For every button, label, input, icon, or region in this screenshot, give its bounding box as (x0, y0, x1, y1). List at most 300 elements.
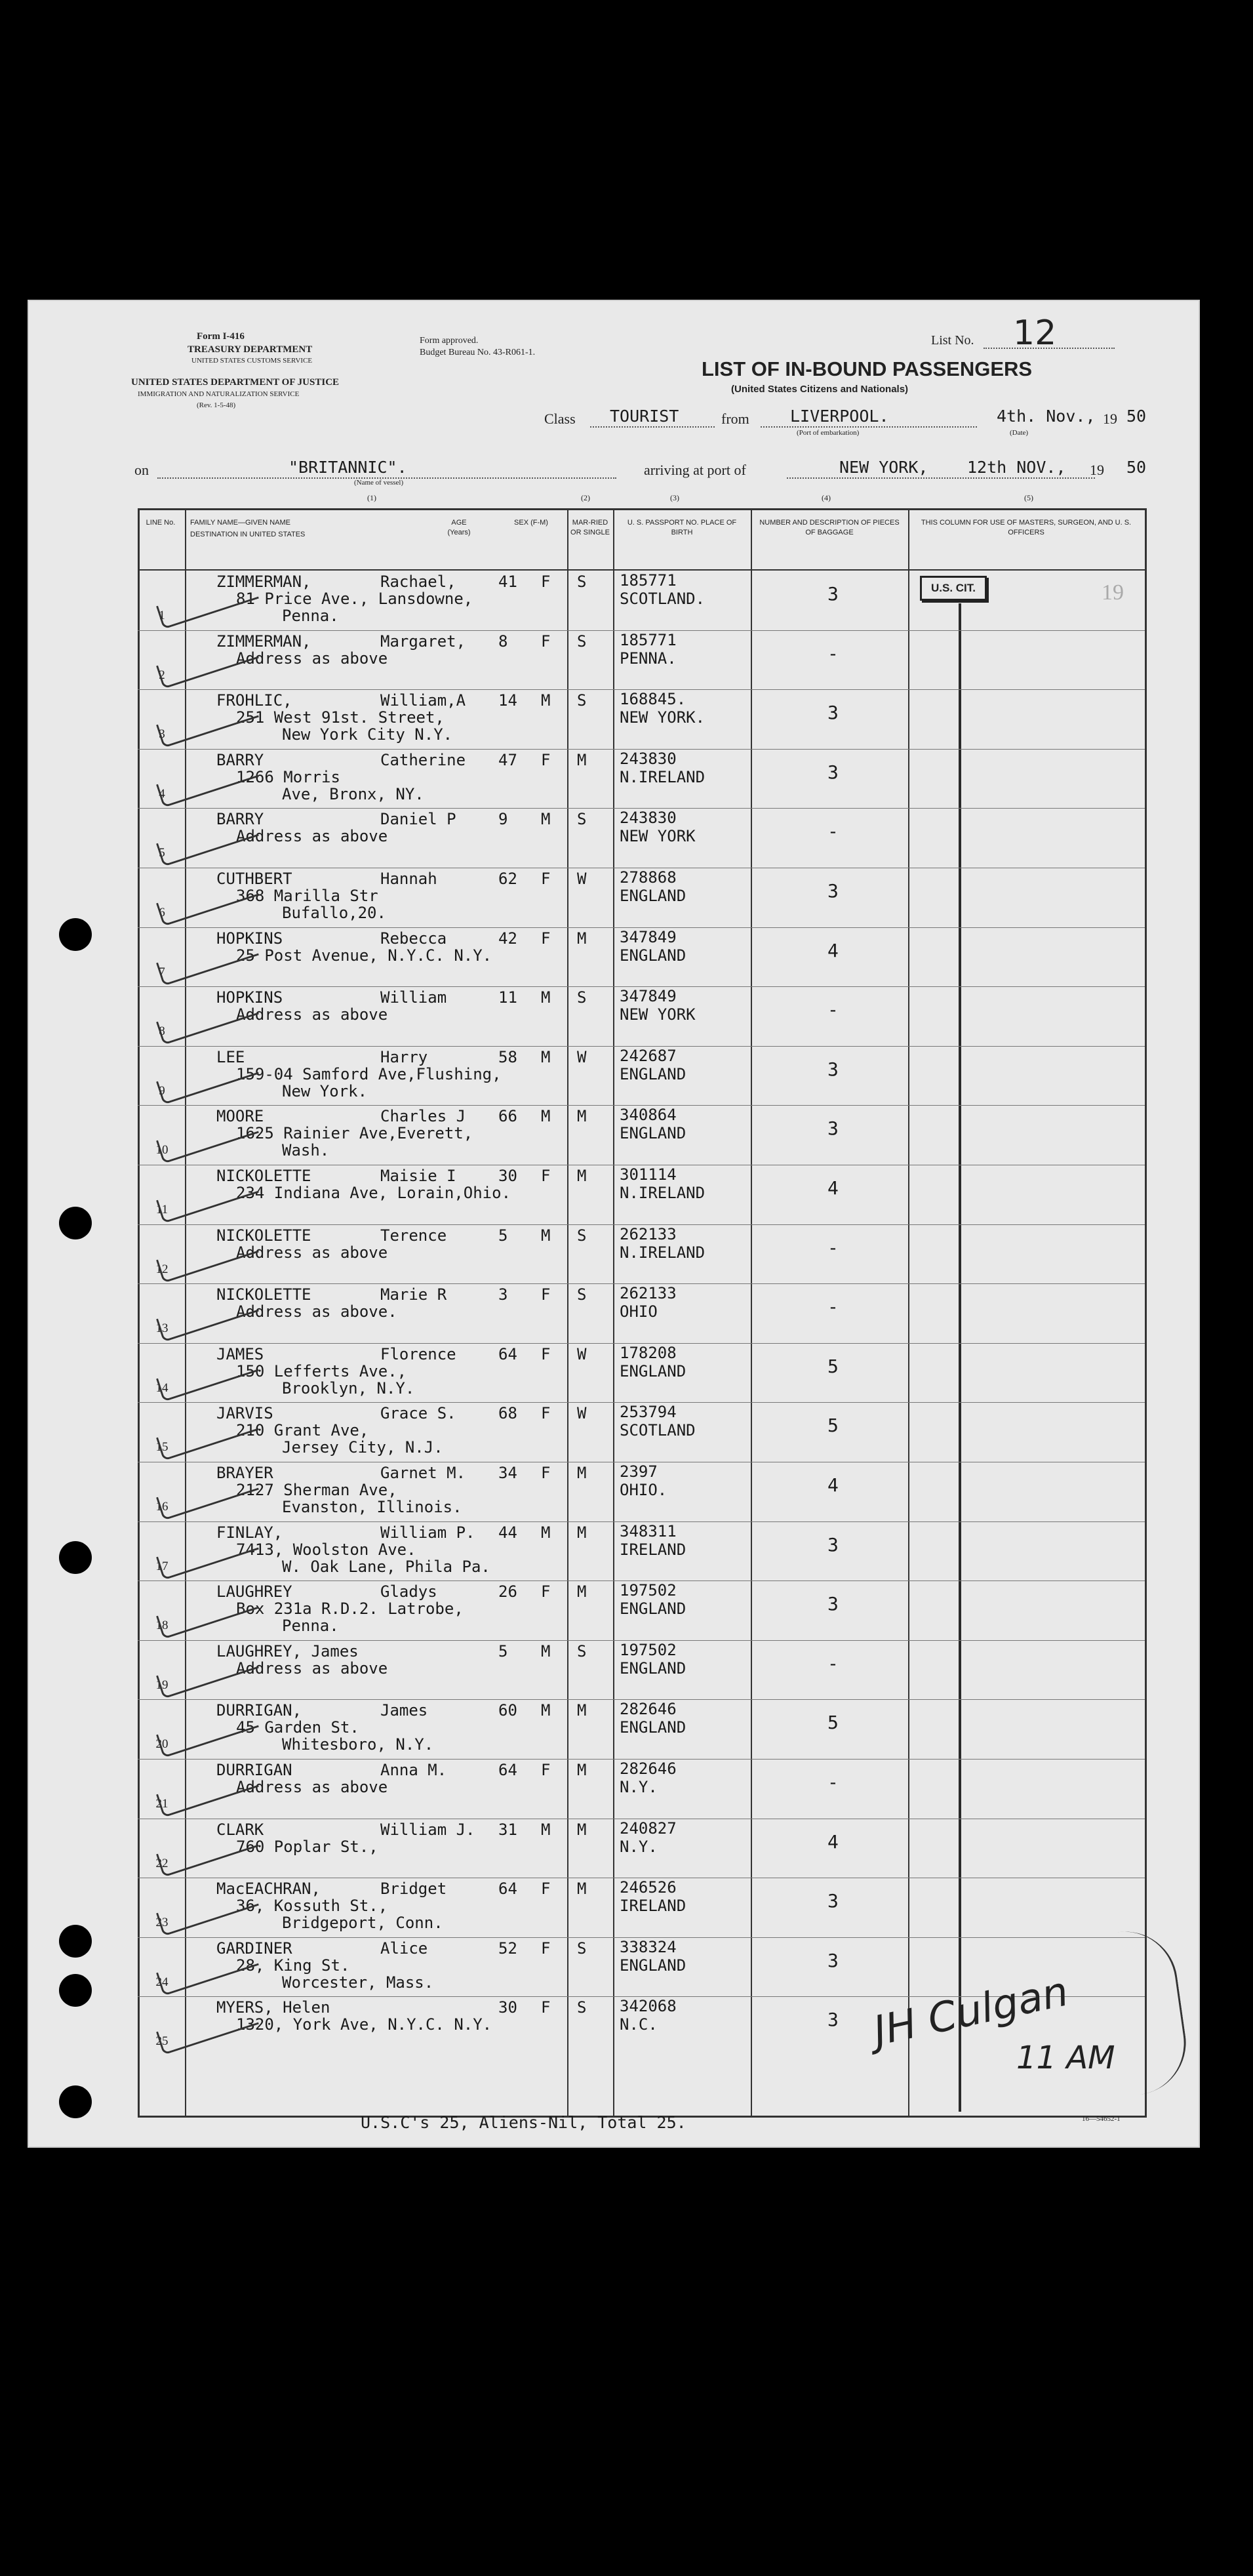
form-number: Form I-416 (197, 331, 245, 342)
family-name: NICKOLETTE (216, 1285, 311, 1304)
given-name: William P. (380, 1523, 475, 1542)
age: 68 (498, 1404, 517, 1423)
given-name: Anna M. (380, 1761, 447, 1779)
us-cit-stamp: U.S. CIT. (920, 576, 987, 601)
line-number: 16 (155, 1500, 169, 1514)
col-header-family-name: FAMILY NAME—GIVEN NAME (190, 519, 291, 527)
line-number: 25 (155, 2034, 169, 2049)
address-line-1: 28, King St. (236, 1956, 350, 1975)
place-of-birth: N.IRELAND (620, 1243, 706, 1262)
address-line-2: Penna. (282, 607, 339, 625)
family-name: HOPKINS (216, 988, 283, 1007)
family-name: LEE (216, 1047, 245, 1066)
marital-status: S (577, 691, 587, 710)
sex: M (541, 1226, 551, 1245)
address-line-1: 251 West 91st. Street, (236, 708, 445, 727)
footer-code: 16—54652-1 (1082, 2115, 1121, 2123)
passport-number: 347849 (620, 927, 677, 946)
vessel-name: "BRITANNIC". (288, 458, 407, 477)
address-line-2: Wash. (282, 1141, 330, 1160)
baggage-count: 5 (827, 1355, 839, 1377)
sex: F (541, 870, 551, 888)
place-of-birth: ENGLAND (620, 1659, 686, 1678)
line-number: 3 (159, 727, 165, 742)
baggage-count: - (827, 1236, 839, 1258)
col-header-married: MAR-RIED OR SINGLE (570, 519, 610, 536)
family-name: JAMES (216, 1344, 264, 1363)
place-of-birth: OHIO. (620, 1481, 667, 1499)
passport-number: 282646 (620, 1700, 677, 1719)
marital-status: M (577, 1167, 587, 1185)
marital-status: S (577, 632, 587, 651)
family-name: ZIMMERMAN, (216, 632, 311, 651)
family-name: MacEACHRAN, (216, 1880, 321, 1899)
place-of-birth: ENGLAND (620, 1600, 686, 1619)
baggage-count: - (827, 1771, 839, 1793)
marital-status: M (577, 929, 587, 948)
place-of-birth: IRELAND (620, 1540, 686, 1559)
family-name: BARRY (216, 810, 264, 829)
passport-number: 246526 (620, 1878, 677, 1897)
passport-number: 338324 (620, 1937, 677, 1956)
marital-status: W (577, 1344, 587, 1363)
family-name: BARRY (216, 750, 264, 769)
line-number: 18 (155, 1619, 169, 1633)
line-number: 14 (155, 1380, 169, 1395)
baggage-count: 4 (827, 939, 839, 961)
age: 64 (498, 1880, 517, 1899)
marital-status: M (577, 1523, 587, 1542)
address-line-1: Box 231a R.D.2. Latrobe, (236, 1600, 464, 1619)
given-name: Alice (380, 1939, 428, 1958)
address-line-1: Address as above (236, 1659, 388, 1678)
address-line-1: 210 Grant Ave, (236, 1421, 369, 1440)
address-line-1: 36, Kossuth St., (236, 1897, 388, 1916)
passport-number: 178208 (620, 1343, 677, 1362)
passport-number: 185771 (620, 571, 677, 590)
marital-status: S (577, 1939, 587, 1958)
age: 66 (498, 1107, 517, 1126)
baggage-count: 5 (827, 1415, 839, 1437)
sex: M (541, 988, 551, 1007)
marital-status: M (577, 1107, 587, 1126)
place-of-birth: OHIO (620, 1302, 658, 1321)
baggage-count: 3 (827, 761, 839, 783)
baggage-count: - (827, 820, 839, 843)
family-name: LAUGHREY (216, 1582, 292, 1601)
line-number: 9 (159, 1083, 165, 1098)
age: 64 (498, 1761, 517, 1779)
sex: F (541, 1761, 551, 1779)
passport-number: 243830 (620, 749, 677, 768)
address-line-2: New York City N.Y. (282, 725, 453, 744)
passport-number: 168845. (620, 690, 686, 709)
sex: F (541, 1167, 551, 1185)
sex: F (541, 750, 551, 769)
footer-total: U.S.C's 25, Aliens-Nil, Total 25. (361, 2113, 686, 2132)
port-embark-caption: (Port of embarkation) (797, 429, 860, 437)
sex: M (541, 1107, 551, 1126)
given-name: Rebecca (380, 929, 447, 948)
age: 11 (498, 988, 517, 1007)
address-line-1: 25 Post Avenue, N.Y.C. N.Y. (236, 946, 492, 965)
revision: (Rev. 1-5-48) (197, 401, 236, 409)
from-label: from (721, 411, 749, 427)
line-number: 17 (155, 1559, 169, 1573)
sex: F (541, 1404, 551, 1423)
address-line-1: 150 Lefferts Ave., (236, 1361, 407, 1380)
baggage-count: 3 (827, 583, 839, 605)
col-num-2: (2) (581, 493, 590, 502)
arrival-port: NEW YORK, (839, 458, 928, 477)
place-of-birth: NEW YORK (620, 1005, 696, 1024)
address-line-1: 81 Price Ave., Lansdowne, (236, 590, 473, 608)
line-number: 2 (159, 668, 165, 682)
marital-status: S (577, 1285, 587, 1304)
passport-number: 282646 (620, 1760, 677, 1778)
family-name: CLARK (216, 1820, 264, 1839)
address-line-1: 7413, Woolston Ave. (236, 1540, 416, 1559)
given-name: Florence (380, 1344, 456, 1363)
sex: M (541, 1820, 551, 1839)
arrival-date: 12th NOV., (967, 458, 1066, 477)
from-value: LIVERPOOL. (790, 407, 889, 426)
sex: F (541, 1344, 551, 1363)
given-name: William,A (380, 691, 466, 710)
col-num-5: (5) (1024, 493, 1033, 502)
place-of-birth: N.IRELAND (620, 767, 706, 786)
line-number: 11 (155, 1203, 169, 1217)
line-number: 24 (155, 1975, 169, 1989)
officer-signature: JH Culgan (869, 1967, 1073, 2055)
age: 47 (498, 750, 517, 769)
baggage-count: 4 (827, 1830, 839, 1853)
given-name: William J. (380, 1820, 475, 1839)
passport-number: 348311 (620, 1521, 677, 1540)
arrival-year: 50 (1126, 458, 1147, 477)
address-line-1: 1320, York Ave, N.Y.C. N.Y. (236, 2015, 492, 2034)
family-name: LAUGHREY, James (216, 1641, 359, 1660)
family-name: JARVIS (216, 1404, 273, 1423)
sex: F (541, 929, 551, 948)
marital-status: M (577, 1582, 587, 1601)
address-line-2: Brooklyn, N.Y. (282, 1379, 415, 1398)
line-number: 23 (155, 1916, 169, 1930)
header-separator (138, 569, 1145, 571)
form-approved: Form approved. (420, 336, 479, 346)
baggage-count: 5 (827, 1712, 839, 1734)
marital-status: W (577, 1047, 587, 1066)
age: 44 (498, 1523, 517, 1542)
line-number: 7 (159, 965, 165, 979)
baggage-count: 3 (827, 2009, 839, 2031)
baggage-count: 4 (827, 1474, 839, 1496)
place-of-birth: N.Y. (620, 1778, 658, 1796)
place-of-birth: ENGLAND (620, 1718, 686, 1737)
age: 60 (498, 1701, 517, 1720)
on-label: on (134, 462, 149, 478)
sex: M (541, 1047, 551, 1066)
age: 5 (498, 1641, 508, 1660)
passport-number: 262133 (620, 1224, 677, 1243)
place-of-birth: ENGLAND (620, 1956, 686, 1975)
col-header-baggage: NUMBER AND DESCRIPTION OF PIECES OF BAGGAGE (759, 519, 900, 536)
col-header-sex: SEX (F-M) (514, 519, 548, 527)
sex: F (541, 1285, 551, 1304)
punch-hole (59, 2085, 92, 2118)
sex: F (541, 1939, 551, 1958)
given-name: Rachael, (380, 573, 456, 591)
passport-number: 340864 (620, 1106, 677, 1125)
age: 30 (498, 1998, 517, 2017)
address-line-2: Bufallo,20. (282, 904, 386, 922)
punch-hole (59, 1925, 92, 1958)
address-line-1: 234 Indiana Ave, Lorain,Ohio. (236, 1184, 511, 1202)
place-of-birth: ENGLAND (620, 887, 686, 905)
marital-status: S (577, 1641, 587, 1660)
line-number: 8 (159, 1024, 165, 1039)
baggage-count: - (827, 1296, 839, 1318)
given-name: Charles J (380, 1107, 466, 1126)
baggage-count: 3 (827, 702, 839, 724)
passport-number: 2397 (620, 1462, 658, 1481)
marital-status: S (577, 1226, 587, 1245)
family-name: ZIMMERMAN, (216, 573, 311, 591)
sex: F (541, 1464, 551, 1482)
age: 30 (498, 1167, 517, 1185)
col-num-1: (1) (367, 493, 376, 502)
line-number: 6 (159, 906, 165, 919)
col-header-officers: THIS COLUMN FOR USE OF MASTERS, SURGEON, AND U. S. OFFICERS (921, 519, 1132, 536)
arriving-label: arriving at port of (644, 462, 746, 478)
given-name: Harry (380, 1047, 428, 1066)
place-of-birth: ENGLAND (620, 1124, 686, 1143)
line-number: 10 (155, 1143, 169, 1157)
punch-hole (59, 1207, 92, 1239)
address-line-1: Address as above (236, 1778, 388, 1796)
marital-status: S (577, 1998, 587, 2017)
marital-status: S (577, 573, 587, 591)
family-name: GARDINER (216, 1939, 292, 1958)
sex: M (541, 691, 551, 710)
age: 42 (498, 929, 517, 948)
address-line-1: Address as above (236, 827, 388, 846)
punch-hole (59, 1974, 92, 2007)
family-name: CUTHBERT (216, 870, 292, 888)
baggage-count: 3 (827, 1117, 839, 1140)
given-name: James (380, 1701, 428, 1720)
sex: F (541, 1998, 551, 2017)
place-of-birth: PENNA. (620, 649, 677, 668)
address-line-1: 368 Marilla Str (236, 887, 378, 905)
passport-number: 262133 (620, 1284, 677, 1303)
class-label: Class (544, 411, 576, 427)
address-line-1: Address as above (236, 649, 388, 668)
marital-status: M (577, 1880, 587, 1899)
line-number: 22 (155, 1856, 169, 1870)
baggage-count: 3 (827, 1949, 839, 1971)
age: 5 (498, 1226, 508, 1245)
marital-status: W (577, 870, 587, 888)
place-of-birth: NEW YORK (620, 827, 696, 846)
age: 41 (498, 573, 517, 591)
sex: M (541, 1641, 551, 1660)
sex: M (541, 1701, 551, 1720)
line-number: 1 (159, 609, 165, 622)
line-number: 21 (155, 1797, 169, 1811)
passport-number: 242687 (620, 1046, 677, 1065)
passport-number: 185771 (620, 630, 677, 649)
address-line-1: 45 Garden St. (236, 1718, 359, 1737)
sex: F (541, 573, 551, 591)
signature-bracket (973, 1925, 1193, 2115)
age: 14 (498, 691, 517, 710)
from-underline (761, 426, 977, 428)
class-value: TOURIST (610, 407, 679, 426)
given-name: Terence (380, 1226, 447, 1245)
given-name: Grace S. (380, 1404, 456, 1423)
marital-status: M (577, 1464, 587, 1482)
address-line-2: Jersey City, N.J. (282, 1438, 443, 1457)
depart-year: 50 (1126, 407, 1147, 426)
age: 3 (498, 1285, 508, 1304)
place-of-birth: SCOTLAND (620, 1421, 696, 1440)
year-prefix-1: 19 (1103, 411, 1117, 427)
place-of-birth: ENGLAND (620, 946, 686, 965)
given-name: Garnet M. (380, 1464, 466, 1482)
family-name: NICKOLETTE (216, 1226, 311, 1245)
family-name: HOPKINS (216, 929, 283, 948)
punch-hole (59, 918, 92, 951)
line-number: 4 (159, 786, 165, 801)
address-line-2: Penna. (282, 1617, 339, 1636)
given-name: William (380, 988, 447, 1007)
place-of-birth: N.Y. (620, 1837, 658, 1856)
col-num-4: (4) (822, 493, 831, 502)
family-name: NICKOLETTE (216, 1167, 311, 1185)
depart-date: 4th. Nov., (997, 407, 1096, 426)
address-line-2: Evanston, Illinois. (282, 1498, 462, 1516)
sex: F (541, 1582, 551, 1601)
marital-status: M (577, 1761, 587, 1779)
given-name: Marie R (380, 1285, 447, 1304)
ins-service: IMMIGRATION AND NATURALIZATION SERVICE (138, 390, 300, 398)
address-line-2: W. Oak Lane, Phila Pa. (282, 1557, 490, 1576)
age: 52 (498, 1939, 517, 1958)
punch-hole (59, 1541, 92, 1574)
col-header-age: AGE (Years) (447, 519, 471, 536)
list-no-label: List No. (931, 333, 974, 348)
address-line-2: New York. (282, 1081, 368, 1100)
sex: M (541, 810, 551, 829)
family-name: DURRIGAN (216, 1761, 292, 1779)
baggage-count: 3 (827, 1890, 839, 1912)
baggage-count: 4 (827, 1177, 839, 1199)
passport-number: 342068 (620, 1997, 677, 2016)
us-cit-line (959, 603, 961, 2112)
marital-status: M (577, 1820, 587, 1839)
line-number: 15 (155, 1440, 169, 1455)
address-line-2: Ave, Bronx, NY. (282, 784, 424, 803)
col-header-destination: DESTINATION IN UNITED STATES (190, 531, 306, 538)
marital-status: S (577, 810, 587, 829)
given-name: Catherine (380, 750, 466, 769)
sex: F (541, 632, 551, 651)
customs-service: UNITED STATES CUSTOMS SERVICE (191, 357, 313, 365)
sex: M (541, 1523, 551, 1542)
age: 26 (498, 1582, 517, 1601)
class-underline (590, 426, 715, 428)
col-header-passport: U. S. PASSPORT NO. PLACE OF BIRTH (627, 519, 737, 536)
faint-number: 19 (1102, 580, 1124, 605)
given-name: Gladys (380, 1582, 437, 1601)
place-of-birth: N.IRELAND (620, 1184, 706, 1202)
place-of-birth: ENGLAND (620, 1361, 686, 1380)
baggage-count: 3 (827, 1058, 839, 1080)
arrival-underline (787, 477, 1095, 479)
col-num-3: (3) (670, 493, 679, 502)
family-name: BRAYER (216, 1464, 273, 1482)
baggage-count: 3 (827, 1533, 839, 1556)
passport-number: 197502 (620, 1581, 677, 1600)
line-number: 20 (155, 1737, 169, 1752)
family-name: MOORE (216, 1107, 264, 1126)
officer-initials: 11 AM (1016, 2040, 1115, 2076)
address-line-1: 760 Poplar St., (236, 1837, 378, 1856)
baggage-count: 3 (827, 1593, 839, 1615)
family-name: MYERS, Helen (216, 1998, 330, 2017)
address-line-1: 1625 Rainier Ave,Everett, (236, 1124, 473, 1143)
passport-number: 253794 (620, 1403, 677, 1422)
address-line-2: Whitesboro, N.Y. (282, 1735, 434, 1754)
marital-status: M (577, 1701, 587, 1720)
line-number: 5 (159, 846, 165, 860)
form-subtitle: (United States Citizens and Nationals) (731, 384, 909, 395)
line-number: 19 (155, 1678, 169, 1692)
age: 34 (498, 1464, 517, 1482)
treasury-dept: TREASURY DEPARTMENT (188, 344, 313, 355)
age: 58 (498, 1047, 517, 1066)
age: 31 (498, 1820, 517, 1839)
passport-number: 240827 (620, 1819, 677, 1838)
place-of-birth: IRELAND (620, 1897, 686, 1916)
place-of-birth: ENGLAND (620, 1064, 686, 1083)
col-header-line-no: LINE No. (146, 519, 176, 527)
address-line-1: Address as above. (236, 1302, 397, 1321)
age: 9 (498, 810, 508, 829)
family-name: DURRIGAN, (216, 1701, 302, 1720)
age: 64 (498, 1344, 517, 1363)
given-name: Bridget (380, 1880, 447, 1899)
given-name: Maisie I (380, 1167, 456, 1185)
passport-number: 347849 (620, 987, 677, 1006)
baggage-count: - (827, 999, 839, 1021)
place-of-birth: NEW YORK. (620, 708, 706, 727)
vessel-caption: (Name of vessel) (354, 479, 404, 487)
baggage-count: 3 (827, 880, 839, 902)
list-no-value: 12 (1013, 313, 1057, 353)
place-of-birth: SCOTLAND. (620, 590, 706, 608)
marital-status: W (577, 1404, 587, 1423)
form-title: LIST OF IN-BOUND PASSENGERS (702, 357, 1033, 380)
baggage-count: - (827, 1652, 839, 1674)
sex: F (541, 1880, 551, 1899)
given-name: Margaret, (380, 632, 466, 651)
age: 8 (498, 632, 508, 651)
passport-number: 301114 (620, 1165, 677, 1184)
address-line-2: Bridgeport, Conn. (282, 1914, 443, 1933)
passport-number: 243830 (620, 809, 677, 828)
